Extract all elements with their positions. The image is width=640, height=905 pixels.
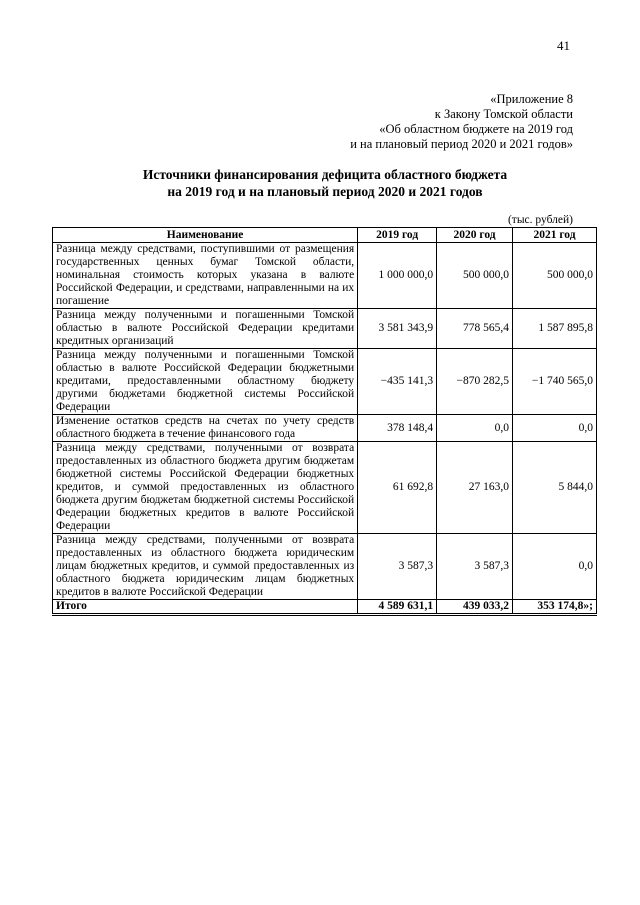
table-row: [53, 415, 597, 442]
table-header-row: [53, 228, 597, 243]
cell-2020: 0,0: [437, 415, 513, 442]
cell-2020: 500 000,0: [437, 243, 513, 309]
row-name: Разница между средствами, полученными от возврата предоставленных из областного бюджета юридическим лицам бюджетных кредитов, и суммой предоставленных из областного бюджета юридическим лицам бюджетных кредитов в валюте Российской Федерации: [53, 534, 358, 600]
total-2021: 353 174,8»;: [513, 600, 597, 615]
cell-2019: 3 581 343,9: [358, 309, 437, 349]
cell-2019: 1 000 000,0: [358, 243, 437, 309]
header-2020: 2020 год: [437, 228, 513, 243]
row-name: Разница между полученными и погашенными Томской областью в валюте Российской Федерации бюджетными кредитами, предоставленными областному бюджету другими бюджетами бюджетной системы Российской Федерации: [53, 349, 358, 415]
cell-2019: −435 141,3: [358, 349, 437, 415]
header-2021: 2021 год: [513, 228, 597, 243]
total-row: [53, 600, 597, 615]
header-2019: 2019 год: [358, 228, 437, 243]
total-label: Итого: [53, 600, 358, 615]
appendix-line: и на плановый период 2020 и 2021 годов»: [350, 137, 573, 151]
title-line: на 2019 год и на плановый период 2020 и 2021 годов: [167, 184, 483, 199]
cell-2019: 61 692,8: [358, 442, 437, 534]
header-name: Наименование: [53, 228, 358, 243]
appendix-line: к Закону Томской области: [434, 107, 573, 121]
appendix-line: «Об областном бюджете на 2019 год: [379, 122, 573, 136]
cell-2021: 500 000,0: [513, 243, 597, 309]
table-row: [53, 349, 597, 415]
total-2019: 4 589 631,1: [358, 600, 437, 615]
cell-2020: 778 565,4: [437, 309, 513, 349]
appendix-header: [350, 92, 573, 152]
table-row: [53, 534, 597, 600]
page-number: 41: [557, 38, 570, 53]
appendix-line: «Приложение 8: [490, 92, 573, 106]
cell-2019: 3 587,3: [358, 534, 437, 600]
table-row: [53, 442, 597, 534]
cell-2021: 5 844,0: [513, 442, 597, 534]
row-name: Изменение остатков средств на счетах по учету средств областного бюджета в течение финансового года: [53, 415, 358, 442]
row-name: Разница между средствами, полученными от возврата предоставленных из областного бюджета другим бюджетам бюджетной системы Российской Федерации бюджетных кредитов, и суммой предоставленных из областного бюджета другим бюджетам бюджетной системы Российской Федерации бюджетных кредитов в валюте Российской Федерации: [53, 442, 358, 534]
document-title: [45, 166, 605, 200]
cell-2020: 27 163,0: [437, 442, 513, 534]
cell-2021: 0,0: [513, 534, 597, 600]
total-2020: 439 033,2: [437, 600, 513, 615]
units-note: (тыс. рублей): [507, 214, 573, 226]
cell-2021: 1 587 895,8: [513, 309, 597, 349]
table-row: [53, 243, 597, 309]
row-name: Разница между полученными и погашенными Томской областью в валюте Российской Федерации кредитами кредитных организаций: [53, 309, 358, 349]
row-name: Разница между средствами, поступившими от размещения государственных ценных бумаг Томской области, номинальная стоимость которых указана в валюте Российской Федерации, и средствами, направленными на их погашение: [53, 243, 358, 309]
title-line: Источники финансирования дефицита областного бюджета: [142, 167, 508, 182]
table-row: [53, 309, 597, 349]
financing-table: [52, 227, 597, 616]
cell-2021: −1 740 565,0: [513, 349, 597, 415]
cell-2020: 3 587,3: [437, 534, 513, 600]
cell-2019: 378 148,4: [358, 415, 437, 442]
cell-2020: −870 282,5: [437, 349, 513, 415]
cell-2021: 0,0: [513, 415, 597, 442]
